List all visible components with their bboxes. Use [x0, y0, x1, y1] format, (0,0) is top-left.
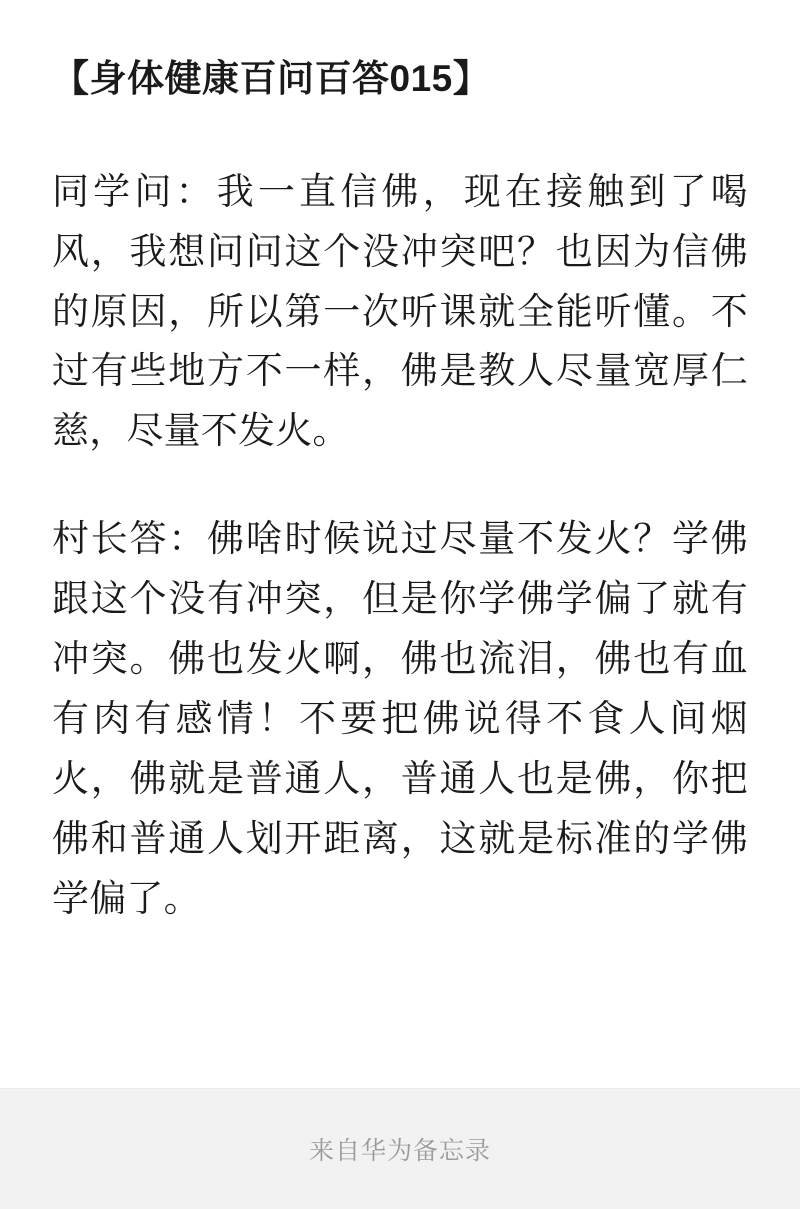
- note-paragraph-answer: 村长答：佛啥时候说过尽量不发火？学佛跟这个没有冲突，但是你学佛学偏了就有冲突。佛也发火啊，佛也流泪，佛也有血有肉有感情！不要把佛说得不食人间烟火，佛就是普通人，普通人也是佛，你把佛和普通人划开距离，这就是标准的学佛学偏了。: [52, 518, 748, 919]
- source-label: 来自华为备忘录: [308, 1137, 491, 1165]
- note-paragraph-question: 同学问：我一直信佛，现在接触到了喝风，我想问问这个没冲突吧？也因为信佛的原因，所以第一次听课就全能听懂。不过有些地方不一样，佛是教人尽量宽厚仁慈，尽量不发火。: [52, 170, 748, 452]
- note-footer: [0, 1088, 800, 1209]
- page-title: 【身体健康百问百答015】: [52, 58, 491, 99]
